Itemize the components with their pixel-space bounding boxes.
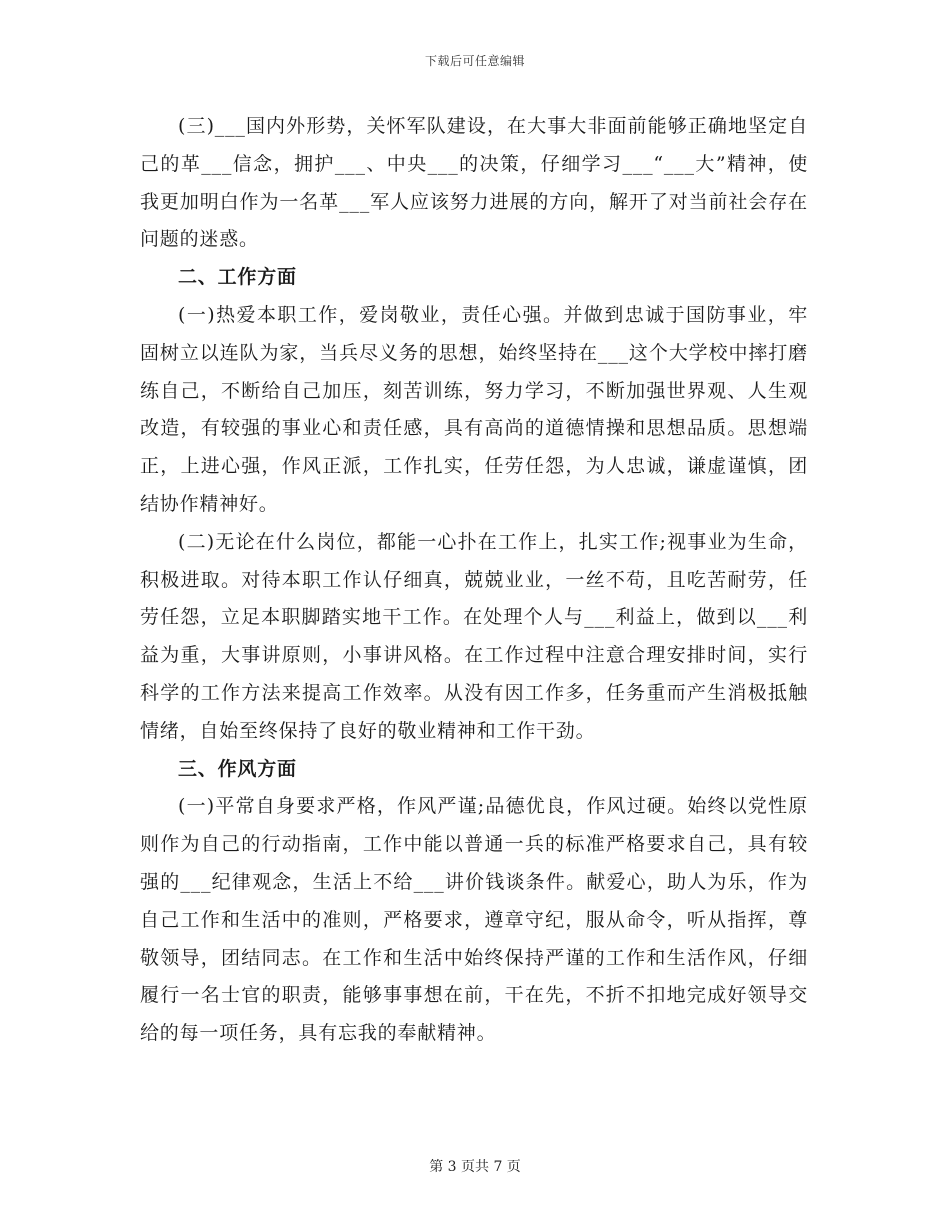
- page-footer: 第 3 页共 7 页: [429, 1159, 521, 1175]
- paragraph-strict-requirements: (一)平常自身要求严格，作风严谨;品德优良，作风过硬。始终以党性原则作为自己的行动指南，工作中能以普通一兵的标准严格要求自己，具有较强的___纪律观念，生活上不给___讲价钱谈条件。献爱心，助人为乐，作为自己工作和生活中的准则，严格要求，遵章守纪，服从命令，听从指挥，尊敬领导，团结同志。在工作和生活中始终保持严谨的工作和生活作风，仔细履行一名士官的职责，能够事事想在前，干在先，不折不扣地完成好领导交给的每一项任务，具有忘我的奉献精神。: [140, 795, 808, 1045]
- paragraph-dedication: (二)无论在什么岗位，都能一心扑在工作上，扎实工作;视事业为生命，积极进取。对待本职工作认仔细真，兢兢业业，一丝不苟，且吃苦耐劳，任劳任怨，立足本职脚踏实地干工作。在处理个人与___利益上，做到以___利益为重，大事讲原则，小事讲风格。在工作过程中注意合理安排时间，实行科学的工作方法来提高工作效率。从没有因工作多，任务重而产生消极抵触情绪，自始至终保持了良好的敬业精神和工作干劲。: [140, 530, 808, 742]
- section-heading-style: 三、作风方面: [178, 757, 297, 780]
- page-header: 下载后可任意编辑: [424, 54, 525, 68]
- document-body: [140, 108, 808, 1053]
- paragraph-love-of-job: (一)热爱本职工作，爱岗敬业，责任心强。并做到忠诚于国防事业，牢固树立以连队为家，当兵尽义务的思想，始终坚持在___这个大学校中摔打磨练自己，不断给自己加压，刻苦训练，努力学习，不断加强世界观、人生观改造，有较强的事业心和责任感，具有高尚的道德情操和思想品质。思想端正，上进心强，作风正派，工作扎实，任劳任怨，为人忠诚，谦虚谨慎，团结协作精神好。: [140, 303, 808, 515]
- paragraph-political-situation: (三)___国内外形势，关怀军队建设，在大事大非面前能够正确地坚定自己的革___信念，拥护___、中央___的决策，仔细学习___“___大”精神，使我更加明白作为一名革___军人应该努力进展的方向，解开了对当前社会存在问题的迷惑。: [140, 115, 808, 251]
- section-heading-work: 二、工作方面: [178, 266, 297, 289]
